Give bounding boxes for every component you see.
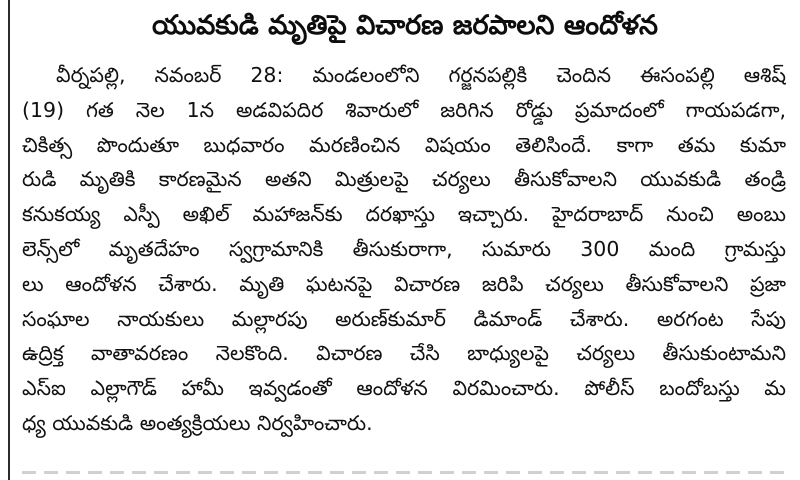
article-line: వీర్నపల్లి, నవంబర్ 28: మండలంలోని గర్జనపల్లికి చెందిన ఈసంపల్లి ఆశిష్ [56, 63, 786, 87]
cropped-next-line [22, 462, 786, 480]
article-line: ఎస్ఐ ఎల్లాగౌడ్ హామీ ఇవ్వడంతో ఆందోళన విరమించారు. పోలీస్ బందోబస్తు మ [22, 376, 786, 401]
article-line: (19) గత నెల 1న అడవిపదిర శివారులో జరిగిన రోడ్డు ప్రమాదంలో గాయపడగా, [22, 97, 786, 122]
article-line: చికిత్స పొందుతూ బుధవారం మరణించిన విషయం తెలిసిందే. కాగా తమ కుమా [22, 132, 786, 157]
article-line: ధ్య యువకుడి అంత్యక్రియలు నిర్వహించారు. [22, 410, 373, 435]
article-line: కనుకయ్య ఎస్పీ అఖిల్ మహాజన్‌కు దరఖాస్తు ఇచ్చారు. హైదరాబాద్ నుంచి అంబు [22, 202, 786, 227]
article-line: సంఘాల నాయకులు మల్లారపు అరుణ్‌కుమార్ డిమాండ్ చేశారు. అరగంట సేపు [22, 306, 786, 331]
article-headline: యువకుడి మృతిపై విచారణ జరపాలని ఆందోళన [152, 10, 658, 41]
article-line: ఉద్రిక్త వాతావరణం నెలకొంది. విచారణ చేసి బాధ్యులపై చర్యలు తీసుకుంటామని [22, 341, 786, 366]
column-divider [8, 0, 10, 480]
article-body [22, 58, 786, 441]
article-line: రుడి మృతికి కారణమైన అతని మిత్రులపై చర్యలు తీసుకోవాలని యువకుడి తండ్రి [22, 167, 786, 192]
article-line: లు ఆందోళన చేశారు. మృతి ఘటనపై విచారణ జరిపి చర్యలు తీసుకోవాలని ప్రజా [22, 271, 786, 296]
article-line: లెన్స్‌లో మృతదేహం స్వగ్రామానికి తీసుకురాగా, సుమారు 300 మంది గ్రామస్తు [22, 236, 786, 261]
cropped-text-remnant [22, 471, 786, 474]
